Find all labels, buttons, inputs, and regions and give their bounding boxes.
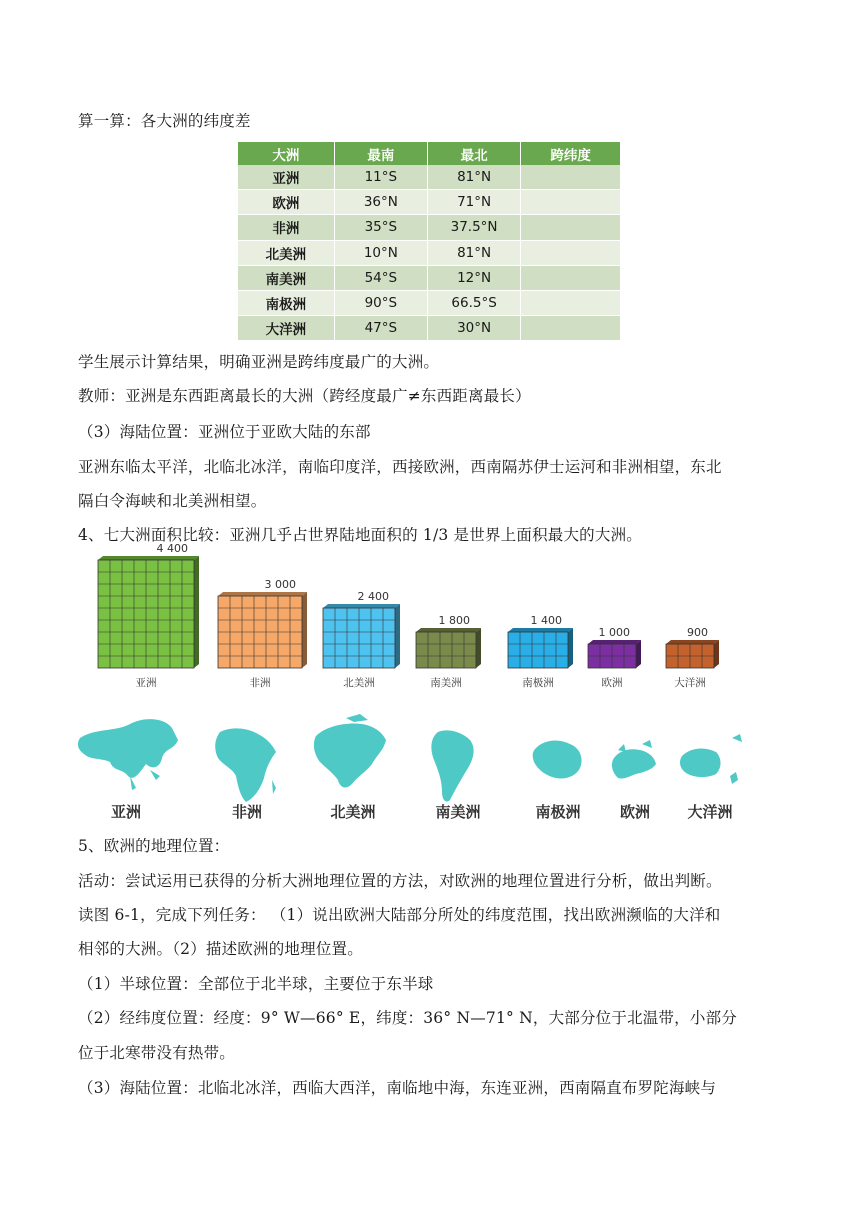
table-row (238, 215, 621, 240)
table-row (238, 165, 621, 190)
continent-silhouettes (70, 710, 770, 825)
area-value-label: 1 000 (598, 626, 630, 639)
table-header-cell: 跨纬度 (521, 142, 621, 165)
map-label: 非洲 (231, 803, 263, 821)
table-cell: 81°N (427, 240, 520, 265)
table-cell (521, 265, 621, 290)
paragraph-sea-land: （3）海陆位置：亚洲位于亚欧大陆的东部 (78, 423, 371, 441)
calc-heading: 算一算：各大洲的纬度差 (78, 112, 251, 130)
table-cell: 71°N (427, 190, 520, 215)
area-value-label: 2 400 (357, 590, 389, 603)
table-cell (521, 165, 621, 190)
paragraph-latlon-1: （2）经纬度位置：经度：9° W—66° E，纬度：36° N—71° N，大部分位于北温带，小部分 (78, 1009, 737, 1027)
map-label: 北美洲 (330, 803, 376, 821)
area-category-label: 北美洲 (343, 677, 375, 689)
asia-map-icon (78, 719, 178, 790)
table-cell: 欧洲 (238, 190, 334, 215)
area-category-label: 欧洲 (601, 677, 623, 689)
table-row (238, 240, 621, 265)
area-category-label: 南美洲 (430, 677, 462, 689)
table-cell (521, 316, 621, 341)
table-cell (521, 215, 621, 240)
paragraph-teacher: 教师：亚洲是东西距离最长的大洲（跨经度最广≠东西距离最长） (78, 387, 531, 405)
table-cell: 35°S (334, 215, 427, 240)
paragraph-asia-borders-1: 亚洲东临太平洋，北临北冰洋，南临印度洋，西接欧洲，西南隔苏伊士运河和非洲相望，东北 (78, 458, 722, 476)
latitude-table (238, 142, 621, 341)
table-cell (521, 240, 621, 265)
table-row (238, 316, 621, 341)
paragraph-activity-3: 相邻的大洲。（2）描述欧洲的地理位置。 (78, 940, 363, 958)
antarctica-map-icon (533, 741, 582, 779)
area-block-1 (218, 592, 307, 668)
paragraph-hemisphere: （1）半球位置：全部位于北半球，主要位于东半球 (78, 975, 434, 993)
table-body (238, 165, 621, 341)
table-header-cell: 最南 (334, 142, 427, 165)
continent-area-chart (78, 542, 728, 692)
paragraph-asia-borders-2: 隔白令海峡和北美洲相望。 (78, 492, 267, 510)
table-cell (521, 290, 621, 315)
table-cell: 47°S (334, 316, 427, 341)
area-value-label: 3 000 (264, 578, 296, 591)
area-category-label: 非洲 (249, 677, 271, 689)
table-cell: 36°N (334, 190, 427, 215)
table-cell: 北美洲 (238, 240, 334, 265)
area-value-label: 4 400 (156, 542, 188, 555)
table-cell: 11°S (334, 165, 427, 190)
table-cell: 南极洲 (238, 290, 334, 315)
area-block-5 (588, 640, 641, 668)
area-category-label: 亚洲 (135, 677, 157, 689)
area-block-2 (323, 604, 400, 668)
area-block-0 (98, 556, 199, 668)
area-block-4 (508, 628, 573, 668)
table-header-cell: 最北 (427, 142, 520, 165)
map-label: 大洋洲 (687, 803, 733, 821)
table-cell: 30°N (427, 316, 520, 341)
map-label: 南美洲 (435, 803, 481, 821)
area-value-label: 900 (687, 626, 708, 639)
table-cell: 12°N (427, 265, 520, 290)
table-cell: 大洋洲 (238, 316, 334, 341)
table-cell: 10°N (334, 240, 427, 265)
map-label: 南极洲 (535, 803, 581, 821)
table-cell: 66.5°S (427, 290, 520, 315)
table-cell: 54°S (334, 265, 427, 290)
area-category-label: 大洋洲 (674, 677, 706, 689)
north-america-map-icon (314, 714, 386, 787)
paragraph-europe-title: 5、欧洲的地理位置： (78, 837, 230, 855)
south-america-map-icon (431, 730, 473, 801)
paragraph-activity-2: 读图 6-1，完成下列任务： （1）说出欧洲大陆部分所处的纬度范围，找出欧洲濒临的大洋和 (78, 906, 721, 924)
europe-map-icon (612, 740, 656, 779)
map-label: 亚洲 (110, 803, 142, 821)
table-row (238, 190, 621, 215)
area-value-label: 1 800 (438, 614, 470, 627)
africa-map-icon (215, 728, 276, 802)
area-block-3 (416, 628, 481, 668)
table-cell (521, 190, 621, 215)
area-block-6 (666, 640, 719, 668)
table-header-cell: 大洲 (238, 142, 334, 165)
table-cell: 37.5°N (427, 215, 520, 240)
paragraph-area-compare: 4、七大洲面积比较：亚洲几乎占世界陆地面积的 1/3 是世界上面积最大的大洲。 (78, 526, 642, 544)
table-cell: 南美洲 (238, 265, 334, 290)
table-row (238, 290, 621, 315)
table-cell: 81°N (427, 165, 520, 190)
map-label: 欧洲 (619, 803, 651, 821)
paragraph-result: 学生展示计算结果，明确亚洲是跨纬度最广的大洲。 (78, 353, 440, 371)
paragraph-europe-sea-land: （3）海陆位置：北临北冰洋，西临大西洋，南临地中海，东连亚洲，西南隔直布罗陀海峡与 (78, 1079, 717, 1097)
oceania-map-icon (680, 734, 742, 784)
table-cell: 非洲 (238, 215, 334, 240)
area-value-label: 1 400 (530, 614, 562, 627)
area-category-label: 南极洲 (522, 677, 554, 689)
table-cell: 亚洲 (238, 165, 334, 190)
table-row (238, 265, 621, 290)
table-cell: 90°S (334, 290, 427, 315)
paragraph-activity-1: 活动：尝试运用已获得的分析大洲地理位置的方法，对欧洲的地理位置进行分析，做出判断。 (78, 872, 722, 890)
paragraph-latlon-2: 位于北寒带没有热带。 (78, 1044, 236, 1062)
table-header-row (238, 142, 621, 165)
